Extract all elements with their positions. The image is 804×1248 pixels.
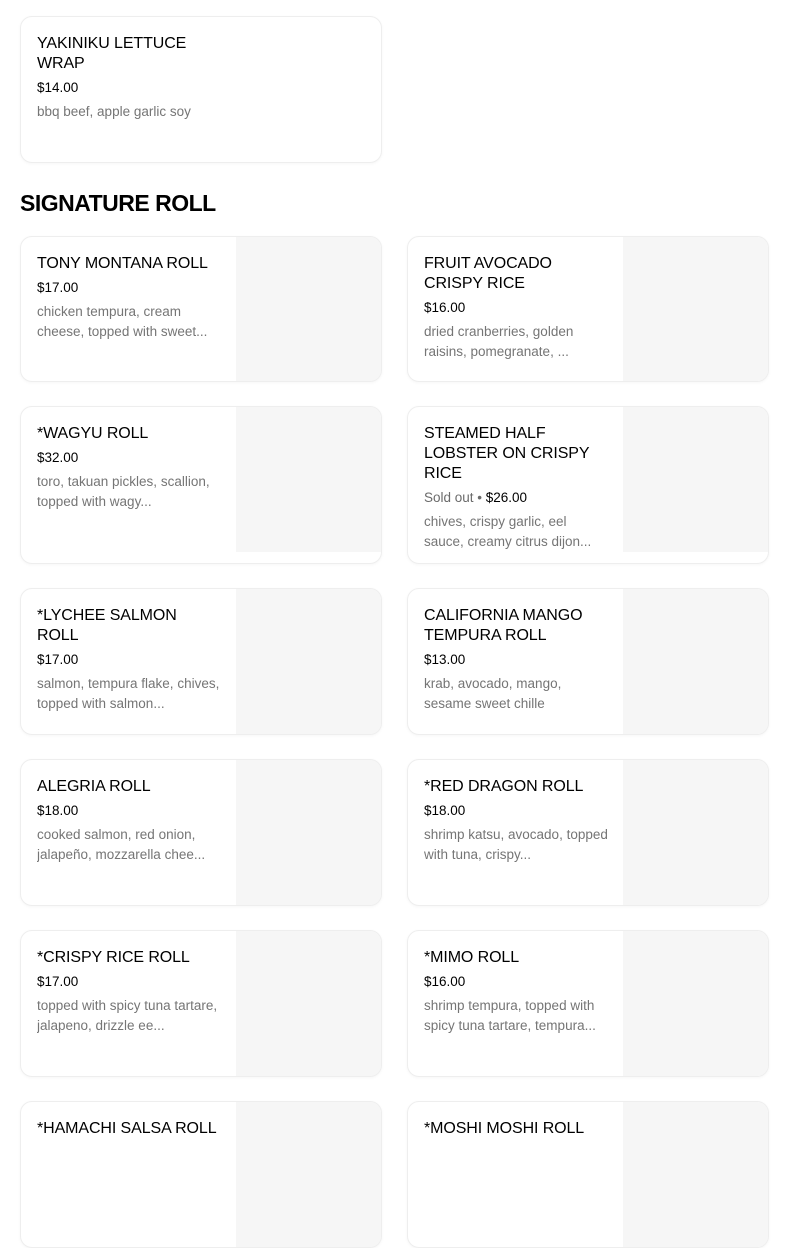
item-image [623, 407, 768, 552]
menu-item-card[interactable] [20, 588, 382, 735]
menu-item-card[interactable] [407, 588, 769, 735]
menu-item-card[interactable] [20, 930, 382, 1077]
item-description: topped with spicy tuna tartare, jalapeno, drizzle ee... [37, 998, 218, 1033]
item-name: *LYCHEE SALMON ROLL [37, 607, 177, 644]
item-description: dried cranberries, golden raisins, pomegranate, ... [424, 324, 574, 359]
item-description: bbq beef, apple garlic soy [37, 104, 191, 119]
menu-item-card[interactable] [407, 406, 769, 564]
item-price [424, 299, 608, 317]
item-price [37, 449, 221, 467]
item-price [424, 973, 608, 991]
price-value: $18.00 [424, 803, 466, 818]
price-value: $16.00 [424, 300, 466, 315]
price-value: $17.00 [37, 974, 79, 989]
item-price [37, 279, 221, 297]
menu-item-card[interactable] [20, 759, 382, 906]
item-description: chives, crispy garlic, eel sauce, creamy citrus dijon... [424, 514, 592, 549]
item-image [623, 589, 768, 734]
item-image [236, 237, 381, 382]
section-title: SIGNATURE ROLL [20, 190, 216, 216]
item-price [424, 802, 608, 820]
sold-out-label: Sold out • [424, 490, 486, 505]
item-price [37, 973, 221, 991]
menu-item-card[interactable] [20, 406, 382, 564]
item-name: STEAMED HALF LOBSTER ON CRISPY RICE [424, 425, 590, 482]
menu-item-card[interactable] [407, 236, 769, 382]
item-image [236, 589, 381, 734]
item-description: salmon, tempura flake, chives, topped with salmon... [37, 676, 220, 711]
item-name: TONY MONTANA ROLL [37, 255, 208, 272]
item-name: YAKINIKU LETTUCE WRAP [37, 35, 187, 72]
item-image [236, 407, 381, 552]
item-name: *WAGYU ROLL [37, 425, 149, 442]
item-image [236, 760, 381, 905]
item-description: shrimp katsu, avocado, topped with tuna, crispy... [424, 827, 608, 862]
item-name: CALIFORNIA MANGO TEMPURA ROLL [424, 607, 583, 644]
price-value: $17.00 [37, 652, 79, 667]
menu-item-card[interactable] [407, 1101, 769, 1248]
price-value: $32.00 [37, 450, 79, 465]
item-name: *MOSHI MOSHI ROLL [424, 1120, 585, 1137]
item-name: FRUIT AVOCADO CRISPY RICE [424, 255, 552, 292]
item-image [623, 760, 768, 905]
item-description: krab, avocado, mango, sesame sweet chille [424, 676, 562, 711]
item-description: cooked salmon, red onion, jalapeño, mozzarella chee... [37, 827, 206, 862]
price-value: $17.00 [37, 280, 79, 295]
item-name: *RED DRAGON ROLL [424, 778, 584, 795]
menu-item-card[interactable] [407, 930, 769, 1077]
price-value: $16.00 [424, 974, 466, 989]
item-image [236, 1102, 381, 1247]
menu-item-card[interactable] [407, 759, 769, 906]
item-image [236, 931, 381, 1076]
item-price [424, 651, 608, 669]
item-name: *MIMO ROLL [424, 949, 520, 966]
price-value: $26.00 [485, 490, 528, 505]
item-image [623, 1102, 768, 1247]
item-name: *HAMACHI SALSA ROLL [37, 1120, 217, 1137]
item-price [37, 651, 221, 669]
item-description: shrimp tempura, topped with spicy tuna tartare, tempura... [424, 998, 596, 1033]
price-value: $18.00 [37, 803, 79, 818]
item-image [623, 237, 768, 382]
item-price [37, 802, 221, 820]
item-name: *CRISPY RICE ROLL [37, 949, 190, 966]
menu-item-card[interactable] [20, 236, 382, 382]
menu-item-card[interactable] [20, 16, 382, 163]
item-name: ALEGRIA ROLL [37, 778, 151, 795]
item-description: toro, takuan pickles, scallion, topped with wagy... [37, 474, 210, 509]
item-description: chicken tempura, cream cheese, topped with sweet... [37, 304, 208, 339]
item-price: $14.00 [37, 80, 79, 95]
item-image [623, 931, 768, 1076]
menu-item-card[interactable] [20, 1101, 382, 1248]
item-price [424, 489, 608, 507]
price-value: $13.00 [424, 652, 466, 667]
